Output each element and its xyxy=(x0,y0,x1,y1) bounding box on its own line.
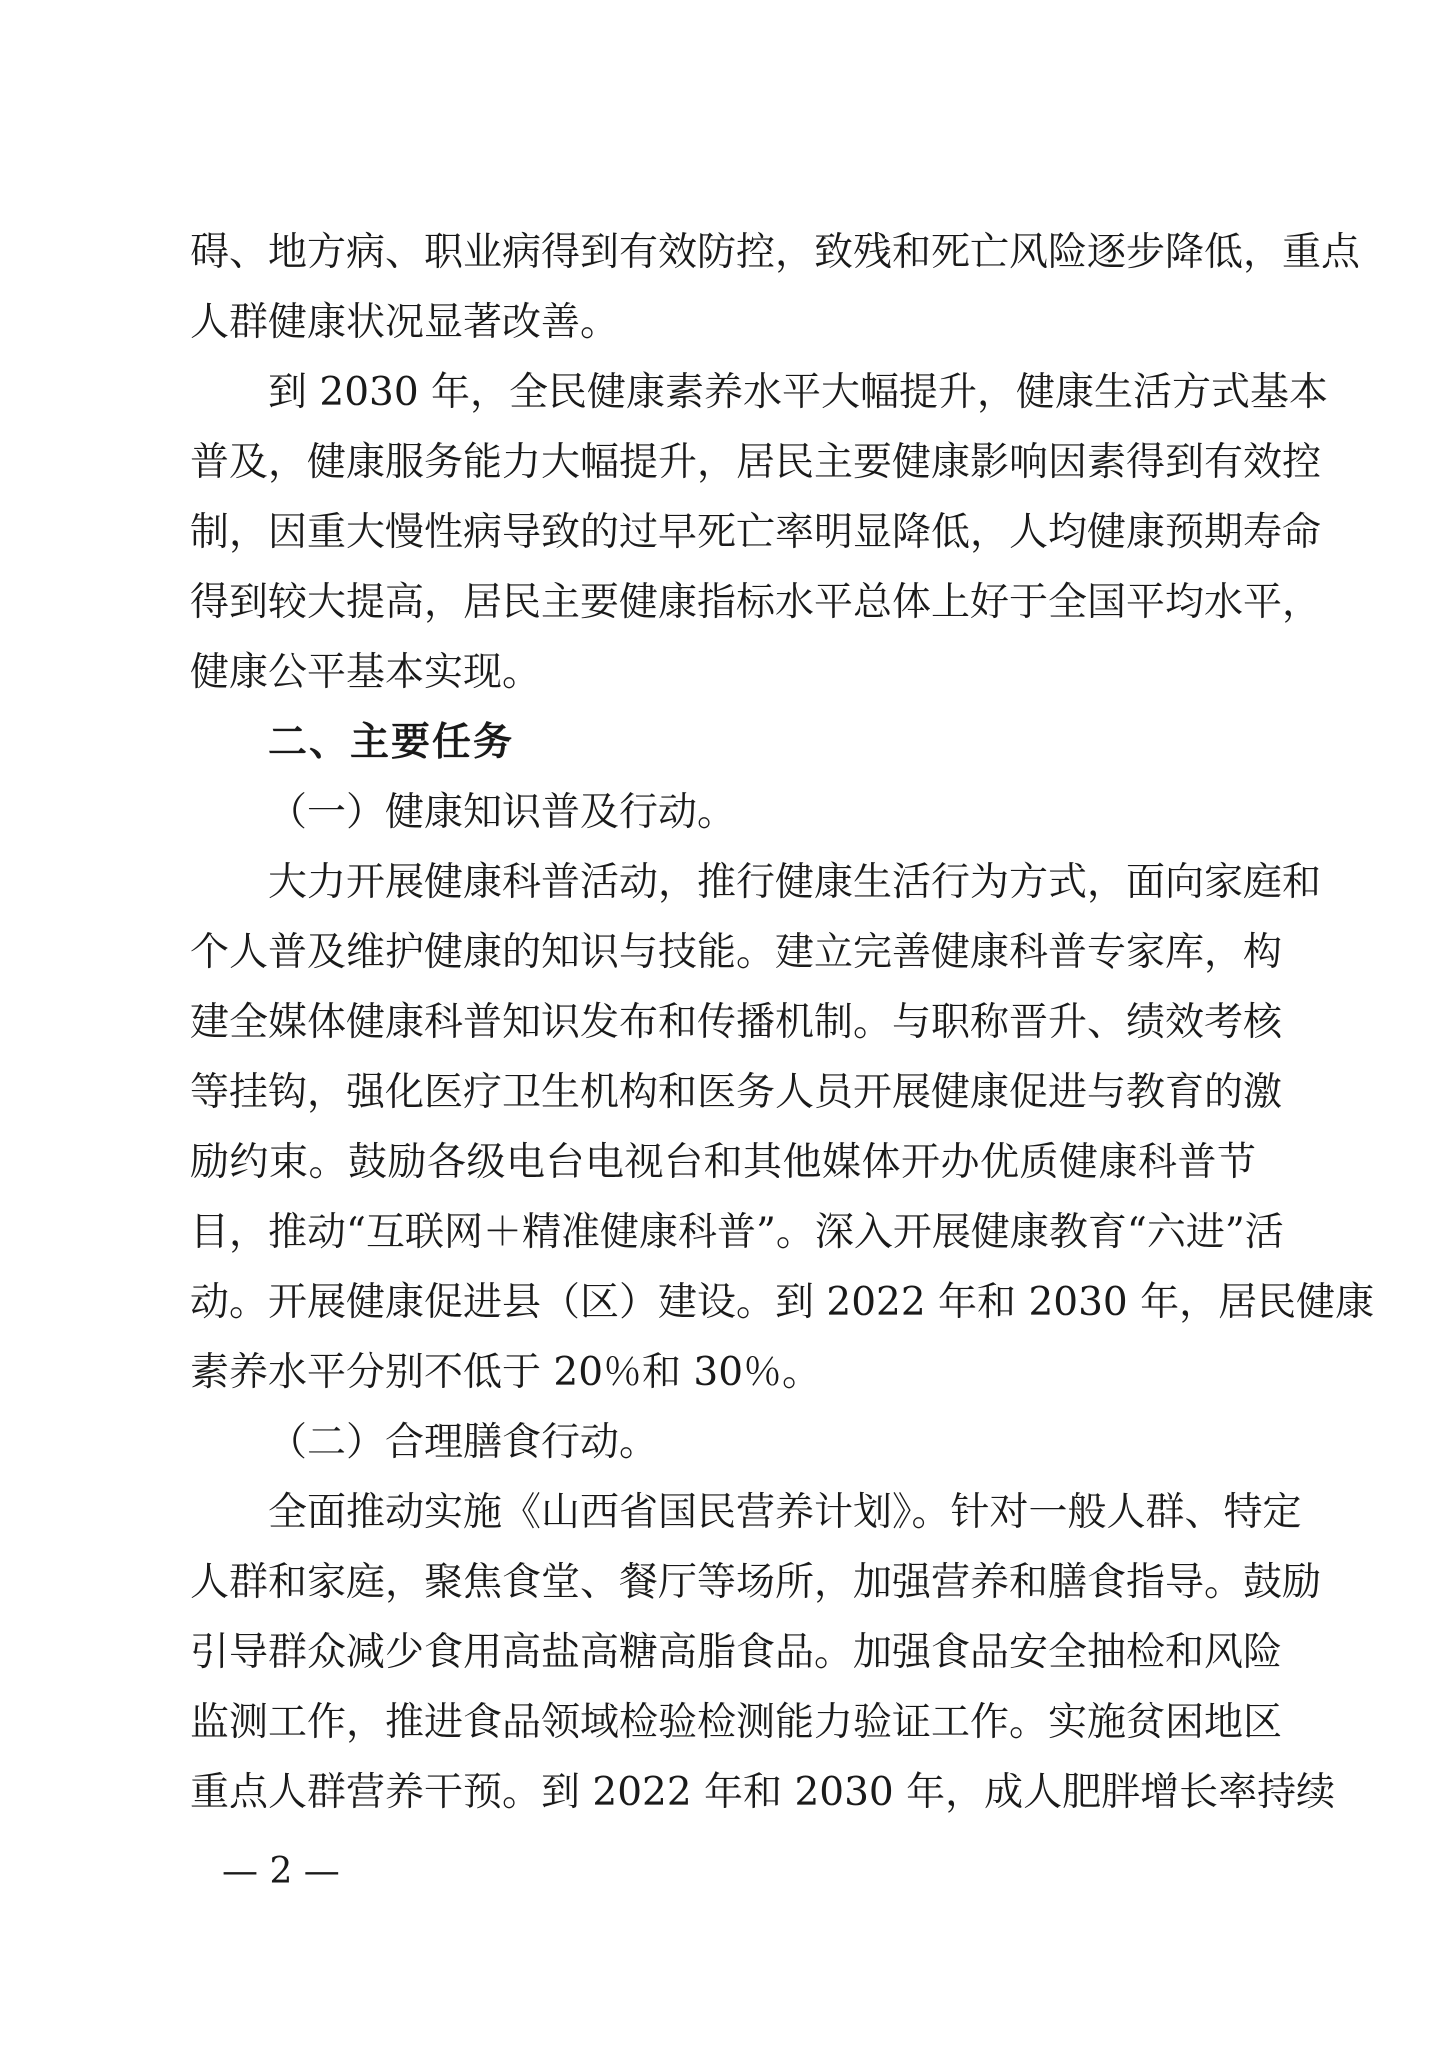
text-line: 等挂钩，强化医疗卫生机构和医务人员开展健康促进与教育的激 xyxy=(190,1070,1283,1115)
subsection-heading: （一）健康知识普及行动。 xyxy=(268,790,737,835)
text-line: 素养水平分别不低于 20％和 30％。 xyxy=(190,1350,822,1395)
text-line: 动。开展健康促进县（区）建设。到 2022 年和 2030 年，居民健康 xyxy=(190,1280,1375,1325)
text-line: 得到较大提高，居民主要健康指标水平总体上好于全国平均水平， xyxy=(190,580,1322,625)
text-line: 大力开展健康科普活动，推行健康生活行为方式，面向家庭和 xyxy=(268,860,1322,905)
text-line: 个人普及维护健康的知识与技能。建立完善健康科普专家库，构 xyxy=(190,930,1283,975)
document-body xyxy=(190,218,1375,1828)
text-line: 励约束。鼓励各级电台电视台和其他媒体开办优质健康科普节 xyxy=(190,1140,1256,1185)
text-line: 建全媒体健康科普知识发布和传播机制。与职称晋升、绩效考核 xyxy=(190,1000,1283,1045)
text-line: 到 2030 年，全民健康素养水平大幅提升，健康生活方式基本 xyxy=(268,370,1329,415)
text-line: 引导群众减少食用高盐高糖高脂食品。加强食品安全抽检和风险 xyxy=(190,1630,1283,1675)
text-line: 碍、地方病、职业病得到有效防控，致残和死亡风险逐步降低，重点 xyxy=(190,230,1361,275)
section-heading: 二、主要任务 xyxy=(268,720,515,765)
page-number: — 2 — xyxy=(222,1851,340,1892)
text-line: 人群健康状况显著改善。 xyxy=(190,300,620,345)
text-line: 目，推动“互联网＋精准健康科普”。深入开展健康教育“六进”活 xyxy=(190,1210,1284,1255)
text-line: 重点人群营养干预。到 2022 年和 2030 年，成人肥胖增长率持续 xyxy=(190,1770,1336,1815)
text-line: 全面推动实施《山西省国民营养计划》。针对一般人群、特定 xyxy=(268,1490,1302,1535)
text-line: 制，因重大慢性病导致的过早死亡率明显降低，人均健康预期寿命 xyxy=(190,510,1322,555)
text-line: 健康公平基本实现。 xyxy=(190,650,542,695)
text-line: 监测工作，推进食品领域检验检测能力验证工作。实施贫困地区 xyxy=(190,1700,1283,1745)
text-line: 普及，健康服务能力大幅提升，居民主要健康影响因素得到有效控 xyxy=(190,440,1322,485)
text-line: 人群和家庭，聚焦食堂、餐厅等场所，加强营养和膳食指导。鼓励 xyxy=(190,1560,1322,1605)
subsection-heading: （二）合理膳食行动。 xyxy=(268,1420,659,1465)
